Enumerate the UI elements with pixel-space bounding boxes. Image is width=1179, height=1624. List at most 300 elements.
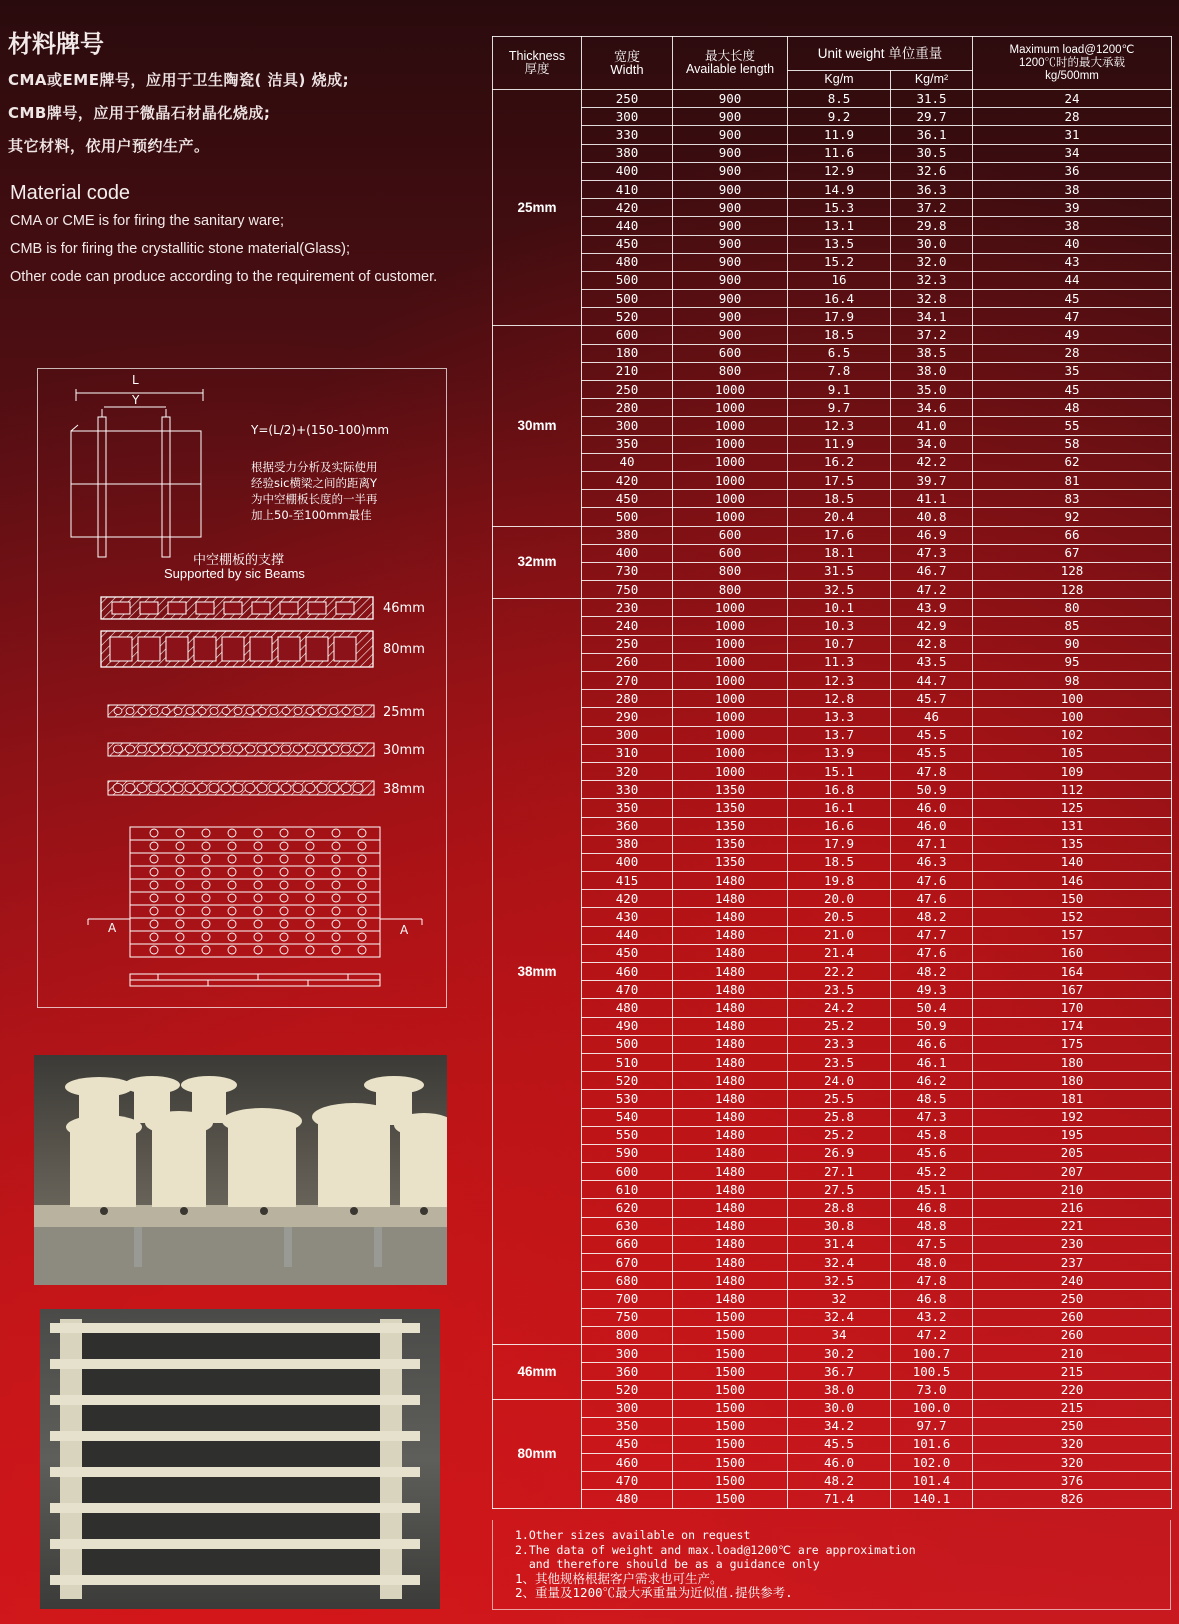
cell-width: 620 [582, 1199, 673, 1217]
th-length-en: Available length [685, 62, 775, 76]
cell-length: 1480 [673, 1254, 788, 1272]
table-row [493, 944, 1172, 962]
cell-kg-m2: 100.5 [891, 1363, 973, 1381]
cell-kg-m: 13.9 [788, 744, 891, 762]
cell-kg-m: 17.9 [788, 308, 891, 326]
cell-width: 420 [582, 471, 673, 489]
cell-kg-m2: 32.6 [891, 162, 973, 180]
cell-kg-m: 32.4 [788, 1308, 891, 1326]
cell-width: 600 [582, 1163, 673, 1181]
cell-max-load: 38 [973, 217, 1172, 235]
cell-kg-m2: 43.9 [891, 599, 973, 617]
table-row [493, 308, 1172, 326]
cell-kg-m: 26.9 [788, 1144, 891, 1162]
cell-kg-m2: 47.1 [891, 835, 973, 853]
cell-length: 900 [673, 326, 788, 344]
cell-max-load: 112 [973, 781, 1172, 799]
table-row [493, 399, 1172, 417]
cell-length: 1000 [673, 508, 788, 526]
table-row [493, 1290, 1172, 1308]
label-38mm: 38mm [383, 782, 425, 797]
cell-kg-m: 27.1 [788, 1163, 891, 1181]
cell-width: 500 [582, 1035, 673, 1053]
table-row [493, 362, 1172, 380]
cell-kg-m2: 101.6 [891, 1435, 973, 1453]
cell-length: 1000 [673, 744, 788, 762]
cell-kg-m2: 30.0 [891, 235, 973, 253]
cell-width: 450 [582, 235, 673, 253]
cell-kg-m: 16.1 [788, 799, 891, 817]
cell-kg-m2: 44.7 [891, 672, 973, 690]
cell-max-load: 230 [973, 1235, 1172, 1253]
cell-kg-m: 21.4 [788, 944, 891, 962]
cell-kg-m2: 48.8 [891, 1217, 973, 1235]
cell-length: 1500 [673, 1435, 788, 1453]
cell-length: 1480 [673, 1272, 788, 1290]
cell-max-load: 90 [973, 635, 1172, 653]
table-row [493, 653, 1172, 671]
cell-kg-m2: 45.2 [891, 1163, 973, 1181]
cell-kg-m2: 34.0 [891, 435, 973, 453]
cell-kg-m2: 36.1 [891, 126, 973, 144]
cell-kg-m: 18.5 [788, 853, 891, 871]
cn-line-2: CMB牌号，应用于微晶石材晶化烧成; [8, 104, 271, 122]
table-row [493, 1053, 1172, 1071]
cell-kg-m2: 41.0 [891, 417, 973, 435]
cell-kg-m2: 32.8 [891, 290, 973, 308]
cell-kg-m: 20.0 [788, 890, 891, 908]
cell-length: 900 [673, 235, 788, 253]
cell-kg-m2: 50.4 [891, 999, 973, 1017]
support-diagram [37, 368, 447, 1008]
cell-kg-m2: 46.9 [891, 526, 973, 544]
cell-thickness: 32mm [493, 526, 582, 599]
cell-max-load: 48 [973, 399, 1172, 417]
cell-kg-m2: 39.7 [891, 471, 973, 489]
cell-max-load: 146 [973, 872, 1172, 890]
cell-kg-m: 25.8 [788, 1108, 891, 1126]
cell-max-load: 210 [973, 1181, 1172, 1199]
table-row [493, 726, 1172, 744]
cell-kg-m: 17.5 [788, 471, 891, 489]
table-row [493, 1199, 1172, 1217]
note-2: 2.The data of weight and max.load@1200℃ are approximation [515, 1542, 916, 1557]
cell-width: 480 [582, 1490, 673, 1508]
cell-width: 300 [582, 726, 673, 744]
cell-width: 360 [582, 1363, 673, 1381]
cell-max-load: 39 [973, 199, 1172, 217]
cell-kg-m: 23.5 [788, 981, 891, 999]
cell-kg-m: 20.4 [788, 508, 891, 526]
cell-kg-m: 12.3 [788, 417, 891, 435]
table-row [493, 781, 1172, 799]
th-max-load-1: Maximum load@1200℃ [1009, 43, 1135, 56]
cell-length: 1000 [673, 417, 788, 435]
cell-max-load: 237 [973, 1254, 1172, 1272]
cell-max-load: 205 [973, 1144, 1172, 1162]
cell-width: 400 [582, 853, 673, 871]
cell-width: 240 [582, 617, 673, 635]
cell-max-load: 207 [973, 1163, 1172, 1181]
spec-table [492, 36, 1172, 1509]
th-width [582, 37, 673, 90]
cell-width: 230 [582, 599, 673, 617]
cell-kg-m: 28.8 [788, 1199, 891, 1217]
cell-kg-m: 30.8 [788, 1217, 891, 1235]
cell-kg-m: 23.5 [788, 1053, 891, 1071]
table-row [493, 872, 1172, 890]
cell-kg-m: 21.0 [788, 926, 891, 944]
cell-length: 1500 [673, 1344, 788, 1362]
cell-length: 1500 [673, 1472, 788, 1490]
notes-section [492, 1520, 1171, 1610]
cell-width: 250 [582, 90, 673, 108]
cell-max-load: 240 [973, 1272, 1172, 1290]
cell-max-load: 125 [973, 799, 1172, 817]
table-row [493, 762, 1172, 780]
cell-length: 1500 [673, 1399, 788, 1417]
cell-kg-m2: 47.6 [891, 944, 973, 962]
cell-kg-m2: 37.2 [891, 326, 973, 344]
cell-length: 1000 [673, 635, 788, 653]
cell-length: 1480 [673, 890, 788, 908]
cell-width: 300 [582, 108, 673, 126]
cell-width: 280 [582, 690, 673, 708]
cell-kg-m2: 46.2 [891, 1072, 973, 1090]
cell-max-load: 210 [973, 1344, 1172, 1362]
cell-kg-m: 27.5 [788, 1181, 891, 1199]
table-row [493, 817, 1172, 835]
cell-max-load: 45 [973, 381, 1172, 399]
cell-kg-m: 18.5 [788, 490, 891, 508]
cell-kg-m: 15.2 [788, 253, 891, 271]
cell-length: 1480 [673, 1290, 788, 1308]
cell-kg-m2: 34.1 [891, 308, 973, 326]
cell-max-load: 170 [973, 999, 1172, 1017]
cell-length: 1350 [673, 817, 788, 835]
cell-length: 1480 [673, 1217, 788, 1235]
table-row [493, 544, 1172, 562]
cell-kg-m2: 140.1 [891, 1490, 973, 1508]
cell-kg-m: 10.1 [788, 599, 891, 617]
cell-kg-m: 11.9 [788, 435, 891, 453]
table-row [493, 235, 1172, 253]
en-title: Material code [10, 182, 131, 204]
cell-length: 1000 [673, 381, 788, 399]
cell-length: 1000 [673, 471, 788, 489]
cell-max-load: 92 [973, 508, 1172, 526]
cell-kg-m2: 48.0 [891, 1254, 973, 1272]
cell-kg-m: 12.9 [788, 162, 891, 180]
table-row [493, 1090, 1172, 1108]
table-row [493, 1272, 1172, 1290]
cell-max-load: 43 [973, 253, 1172, 271]
cell-kg-m: 23.3 [788, 1035, 891, 1053]
cell-width: 610 [582, 1181, 673, 1199]
cell-width: 500 [582, 508, 673, 526]
cell-kg-m2: 50.9 [891, 781, 973, 799]
cell-length: 1480 [673, 981, 788, 999]
cell-kg-m2: 47.5 [891, 1235, 973, 1253]
cell-width: 280 [582, 399, 673, 417]
cell-max-load: 175 [973, 1035, 1172, 1053]
th-length [673, 37, 788, 90]
cell-kg-m: 18.5 [788, 326, 891, 344]
cell-max-load: 34 [973, 144, 1172, 162]
cell-kg-m2: 46.7 [891, 562, 973, 580]
cell-thickness: 38mm [493, 599, 582, 1345]
cell-kg-m2: 47.7 [891, 926, 973, 944]
cell-max-load: 83 [973, 490, 1172, 508]
cell-kg-m: 16.6 [788, 817, 891, 835]
diagram-drawing [38, 369, 448, 1009]
cell-kg-m2: 46.0 [891, 799, 973, 817]
cell-kg-m: 25.2 [788, 1126, 891, 1144]
cell-kg-m2: 46.0 [891, 817, 973, 835]
table-row [493, 1072, 1172, 1090]
label-y: Y [132, 393, 140, 407]
cell-width: 380 [582, 144, 673, 162]
table-row [493, 617, 1172, 635]
en-line-1: CMA or CME is for firing the sanitary ware; [10, 213, 284, 229]
cell-width: 270 [582, 672, 673, 690]
cell-width: 490 [582, 1017, 673, 1035]
cell-length: 900 [673, 180, 788, 198]
cell-kg-m: 45.5 [788, 1435, 891, 1453]
cn-line-3: 其它材料，依用户预约生产。 [8, 137, 210, 155]
cell-width: 300 [582, 1399, 673, 1417]
th-length-cn: 最大长度 [704, 49, 755, 63]
cell-width: 660 [582, 1235, 673, 1253]
cell-thickness: 80mm [493, 1399, 582, 1508]
cell-width: 460 [582, 1454, 673, 1472]
support-en: Supported by sic Beams [164, 566, 305, 581]
table-row [493, 581, 1172, 599]
cell-kg-m: 11.3 [788, 653, 891, 671]
note-1: 1.Other sizes available on request [515, 1528, 751, 1542]
label-l: L [132, 373, 139, 387]
cell-kg-m2: 45.1 [891, 1181, 973, 1199]
cell-width: 510 [582, 1053, 673, 1071]
table-row [493, 1472, 1172, 1490]
cell-kg-m2: 43.5 [891, 653, 973, 671]
cell-max-load: 105 [973, 744, 1172, 762]
table-row [493, 1126, 1172, 1144]
cell-max-load: 67 [973, 544, 1172, 562]
cell-kg-m: 18.1 [788, 544, 891, 562]
cell-max-load: 250 [973, 1417, 1172, 1435]
cell-width: 380 [582, 835, 673, 853]
table-row [493, 1417, 1172, 1435]
cell-width: 670 [582, 1254, 673, 1272]
cell-max-load: 24 [973, 90, 1172, 108]
cell-kg-m2: 47.3 [891, 1108, 973, 1126]
cell-max-load: 195 [973, 1126, 1172, 1144]
th-kg-m2: Kg/m² [891, 70, 973, 89]
label-80mm: 80mm [383, 642, 425, 657]
cell-max-load: 215 [973, 1399, 1172, 1417]
cell-max-load: 220 [973, 1381, 1172, 1399]
cell-kg-m: 31.4 [788, 1235, 891, 1253]
cell-kg-m: 32.5 [788, 581, 891, 599]
cell-length: 1480 [673, 872, 788, 890]
table-row [493, 253, 1172, 271]
cell-length: 800 [673, 362, 788, 380]
table-row [493, 290, 1172, 308]
table-row [493, 126, 1172, 144]
th-kg-m: Kg/m [788, 70, 891, 89]
cell-max-load: 58 [973, 435, 1172, 453]
cn-note-line-2: 经验sic横梁之间的距离Y [251, 476, 378, 490]
cell-max-load: 100 [973, 690, 1172, 708]
cell-length: 900 [673, 253, 788, 271]
cell-length: 1500 [673, 1308, 788, 1326]
cell-kg-m2: 49.3 [891, 981, 973, 999]
table-row [493, 381, 1172, 399]
th-thickness-en: Thickness [508, 49, 566, 63]
cell-width: 470 [582, 981, 673, 999]
cell-kg-m2: 46.1 [891, 1053, 973, 1071]
label-30mm: 30mm [383, 743, 425, 758]
table-row [493, 453, 1172, 471]
cell-max-load: 215 [973, 1363, 1172, 1381]
cell-width: 300 [582, 417, 673, 435]
cell-kg-m: 7.8 [788, 362, 891, 380]
cell-kg-m: 19.8 [788, 872, 891, 890]
cell-kg-m2: 47.6 [891, 872, 973, 890]
table-row [493, 526, 1172, 544]
cell-max-load: 376 [973, 1472, 1172, 1490]
table-row [493, 180, 1172, 198]
cell-max-load: 31 [973, 126, 1172, 144]
cell-kg-m2: 100.7 [891, 1344, 973, 1362]
cell-kg-m: 15.3 [788, 199, 891, 217]
cell-max-load: 62 [973, 453, 1172, 471]
cell-max-load: 36 [973, 162, 1172, 180]
cell-kg-m2: 47.8 [891, 762, 973, 780]
cell-length: 1480 [673, 1126, 788, 1144]
plan-view [88, 827, 422, 957]
cell-kg-m2: 48.2 [891, 908, 973, 926]
cell-kg-m2: 41.1 [891, 490, 973, 508]
cell-length: 1350 [673, 781, 788, 799]
cell-kg-m2: 32.3 [891, 271, 973, 289]
cell-max-load: 174 [973, 1017, 1172, 1035]
table-row [493, 1108, 1172, 1126]
cell-width: 590 [582, 1144, 673, 1162]
cell-kg-m2: 73.0 [891, 1381, 973, 1399]
table-row [493, 963, 1172, 981]
cell-max-load: 180 [973, 1072, 1172, 1090]
table-row [493, 199, 1172, 217]
cell-width: 450 [582, 1435, 673, 1453]
cell-length: 1000 [673, 435, 788, 453]
table-row [493, 890, 1172, 908]
cell-length: 900 [673, 144, 788, 162]
cell-kg-m2: 46.8 [891, 1199, 973, 1217]
table-row [493, 672, 1172, 690]
cell-kg-m2: 47.2 [891, 1326, 973, 1344]
cell-max-load: 28 [973, 108, 1172, 126]
cell-kg-m2: 46 [891, 708, 973, 726]
cell-kg-m: 9.1 [788, 381, 891, 399]
cell-kg-m2: 48.5 [891, 1090, 973, 1108]
table-row [493, 1344, 1172, 1362]
cell-max-load: 128 [973, 562, 1172, 580]
cell-kg-m2: 48.2 [891, 963, 973, 981]
cell-kg-m2: 47.2 [891, 581, 973, 599]
cell-max-load: 98 [973, 672, 1172, 690]
table-row [493, 1254, 1172, 1272]
cell-width: 540 [582, 1108, 673, 1126]
cell-kg-m: 6.5 [788, 344, 891, 362]
cell-length: 1000 [673, 672, 788, 690]
cell-length: 1480 [673, 1053, 788, 1071]
cell-kg-m: 36.7 [788, 1363, 891, 1381]
th-width-en: Width [610, 62, 644, 77]
cell-kg-m2: 42.8 [891, 635, 973, 653]
th-thickness [493, 37, 582, 90]
cell-kg-m: 46.0 [788, 1454, 891, 1472]
cell-kg-m: 24.0 [788, 1072, 891, 1090]
cell-length: 1000 [673, 617, 788, 635]
cell-width: 350 [582, 1417, 673, 1435]
th-max-load-3: kg/500mm [1045, 69, 1099, 82]
cell-width: 420 [582, 890, 673, 908]
table-row [493, 835, 1172, 853]
cell-kg-m2: 40.8 [891, 508, 973, 526]
cell-width: 700 [582, 1290, 673, 1308]
table-row [493, 1035, 1172, 1053]
cell-width: 730 [582, 562, 673, 580]
cell-length: 900 [673, 126, 788, 144]
label-a-left: A [108, 921, 117, 935]
cell-kg-m: 30.0 [788, 1399, 891, 1417]
label-46mm: 46mm [383, 601, 425, 616]
cell-kg-m2: 37.2 [891, 199, 973, 217]
cell-width: 410 [582, 180, 673, 198]
table-row [493, 1308, 1172, 1326]
table-row [493, 1454, 1172, 1472]
cell-width: 550 [582, 1126, 673, 1144]
cell-length: 1480 [673, 1017, 788, 1035]
cell-kg-m2: 50.9 [891, 1017, 973, 1035]
cell-kg-m: 16.8 [788, 781, 891, 799]
cell-max-load: 102 [973, 726, 1172, 744]
cell-length: 1480 [673, 1144, 788, 1162]
cell-kg-m: 30.2 [788, 1344, 891, 1362]
cell-max-load: 38 [973, 180, 1172, 198]
cell-kg-m: 13.1 [788, 217, 891, 235]
cell-width: 250 [582, 635, 673, 653]
cell-length: 900 [673, 290, 788, 308]
cell-kg-m: 12.8 [788, 690, 891, 708]
cell-width: 400 [582, 544, 673, 562]
cell-kg-m: 32.4 [788, 1254, 891, 1272]
cell-width: 450 [582, 490, 673, 508]
cell-kg-m: 10.3 [788, 617, 891, 635]
cell-max-load: 167 [973, 981, 1172, 999]
cell-max-load: 44 [973, 271, 1172, 289]
cell-kg-m2: 46.3 [891, 853, 973, 871]
cell-kg-m2: 46.8 [891, 1290, 973, 1308]
cell-kg-m2: 102.0 [891, 1454, 973, 1472]
cell-width: 530 [582, 1090, 673, 1108]
cn-title: 材料牌号 [8, 30, 104, 58]
table-row [493, 708, 1172, 726]
cell-width: 440 [582, 217, 673, 235]
cell-width: 310 [582, 744, 673, 762]
